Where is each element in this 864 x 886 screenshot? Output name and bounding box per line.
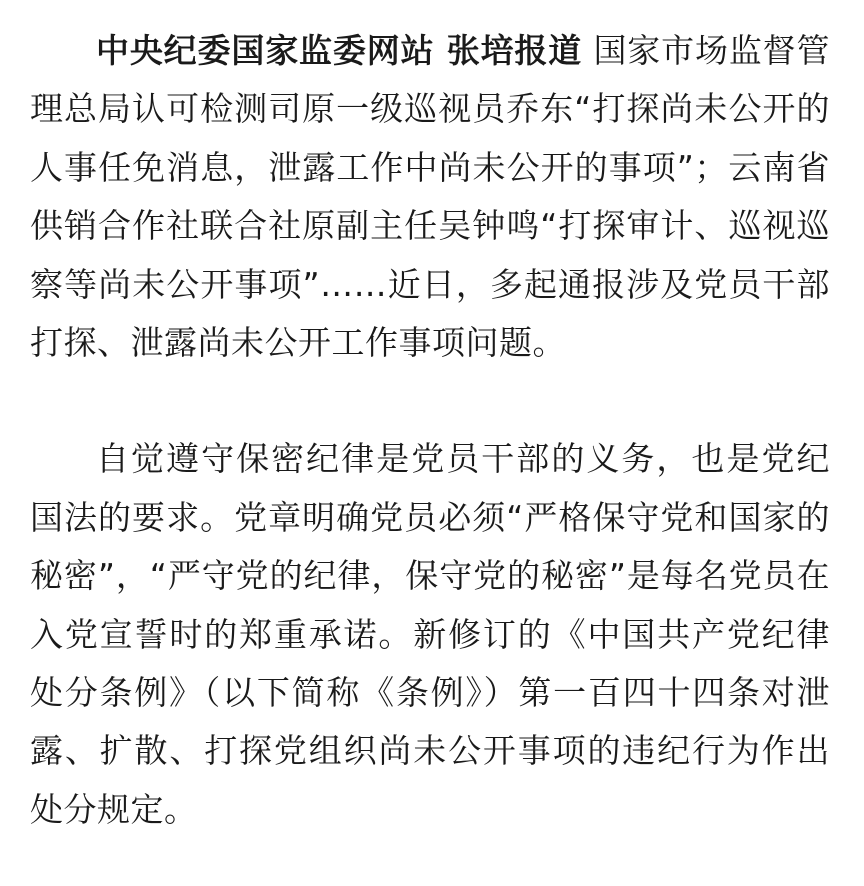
- article-body: [30, 22, 830, 839]
- paragraph-2: [30, 430, 830, 839]
- paragraph-1: [30, 22, 830, 372]
- paragraph-2-text: 自觉遵守保密纪律是党员干部的义务，也是党纪国法的要求。党章明确党员必须“严格保守党和国家的秘密”，“严守党的纪律，保守党的秘密”是每名党员在入党宣誓时的郑重承诺。新修订的《中国共产党纪律处分条例》（以下简称《条例》）第一百四十四条对泄露、扩散、打探党组织尚未公开事项的违纪行为作出处分规定。: [30, 439, 830, 829]
- lead-byline: 中央纪委国家监委网站 张培报道: [96, 31, 583, 70]
- paragraph-1-text: 国家市场监督管理总局认可检测司原一级巡视员乔东“打探尚未公开的人事任免消息，泄露工作中尚未公开的事项”；云南省供销合作社联合社原副主任吴钟鸣“打探审计、巡视巡察等尚未公开事项”……近日，多起通报涉及党员干部打探、泄露尚未公开工作事项问题。: [30, 31, 830, 363]
